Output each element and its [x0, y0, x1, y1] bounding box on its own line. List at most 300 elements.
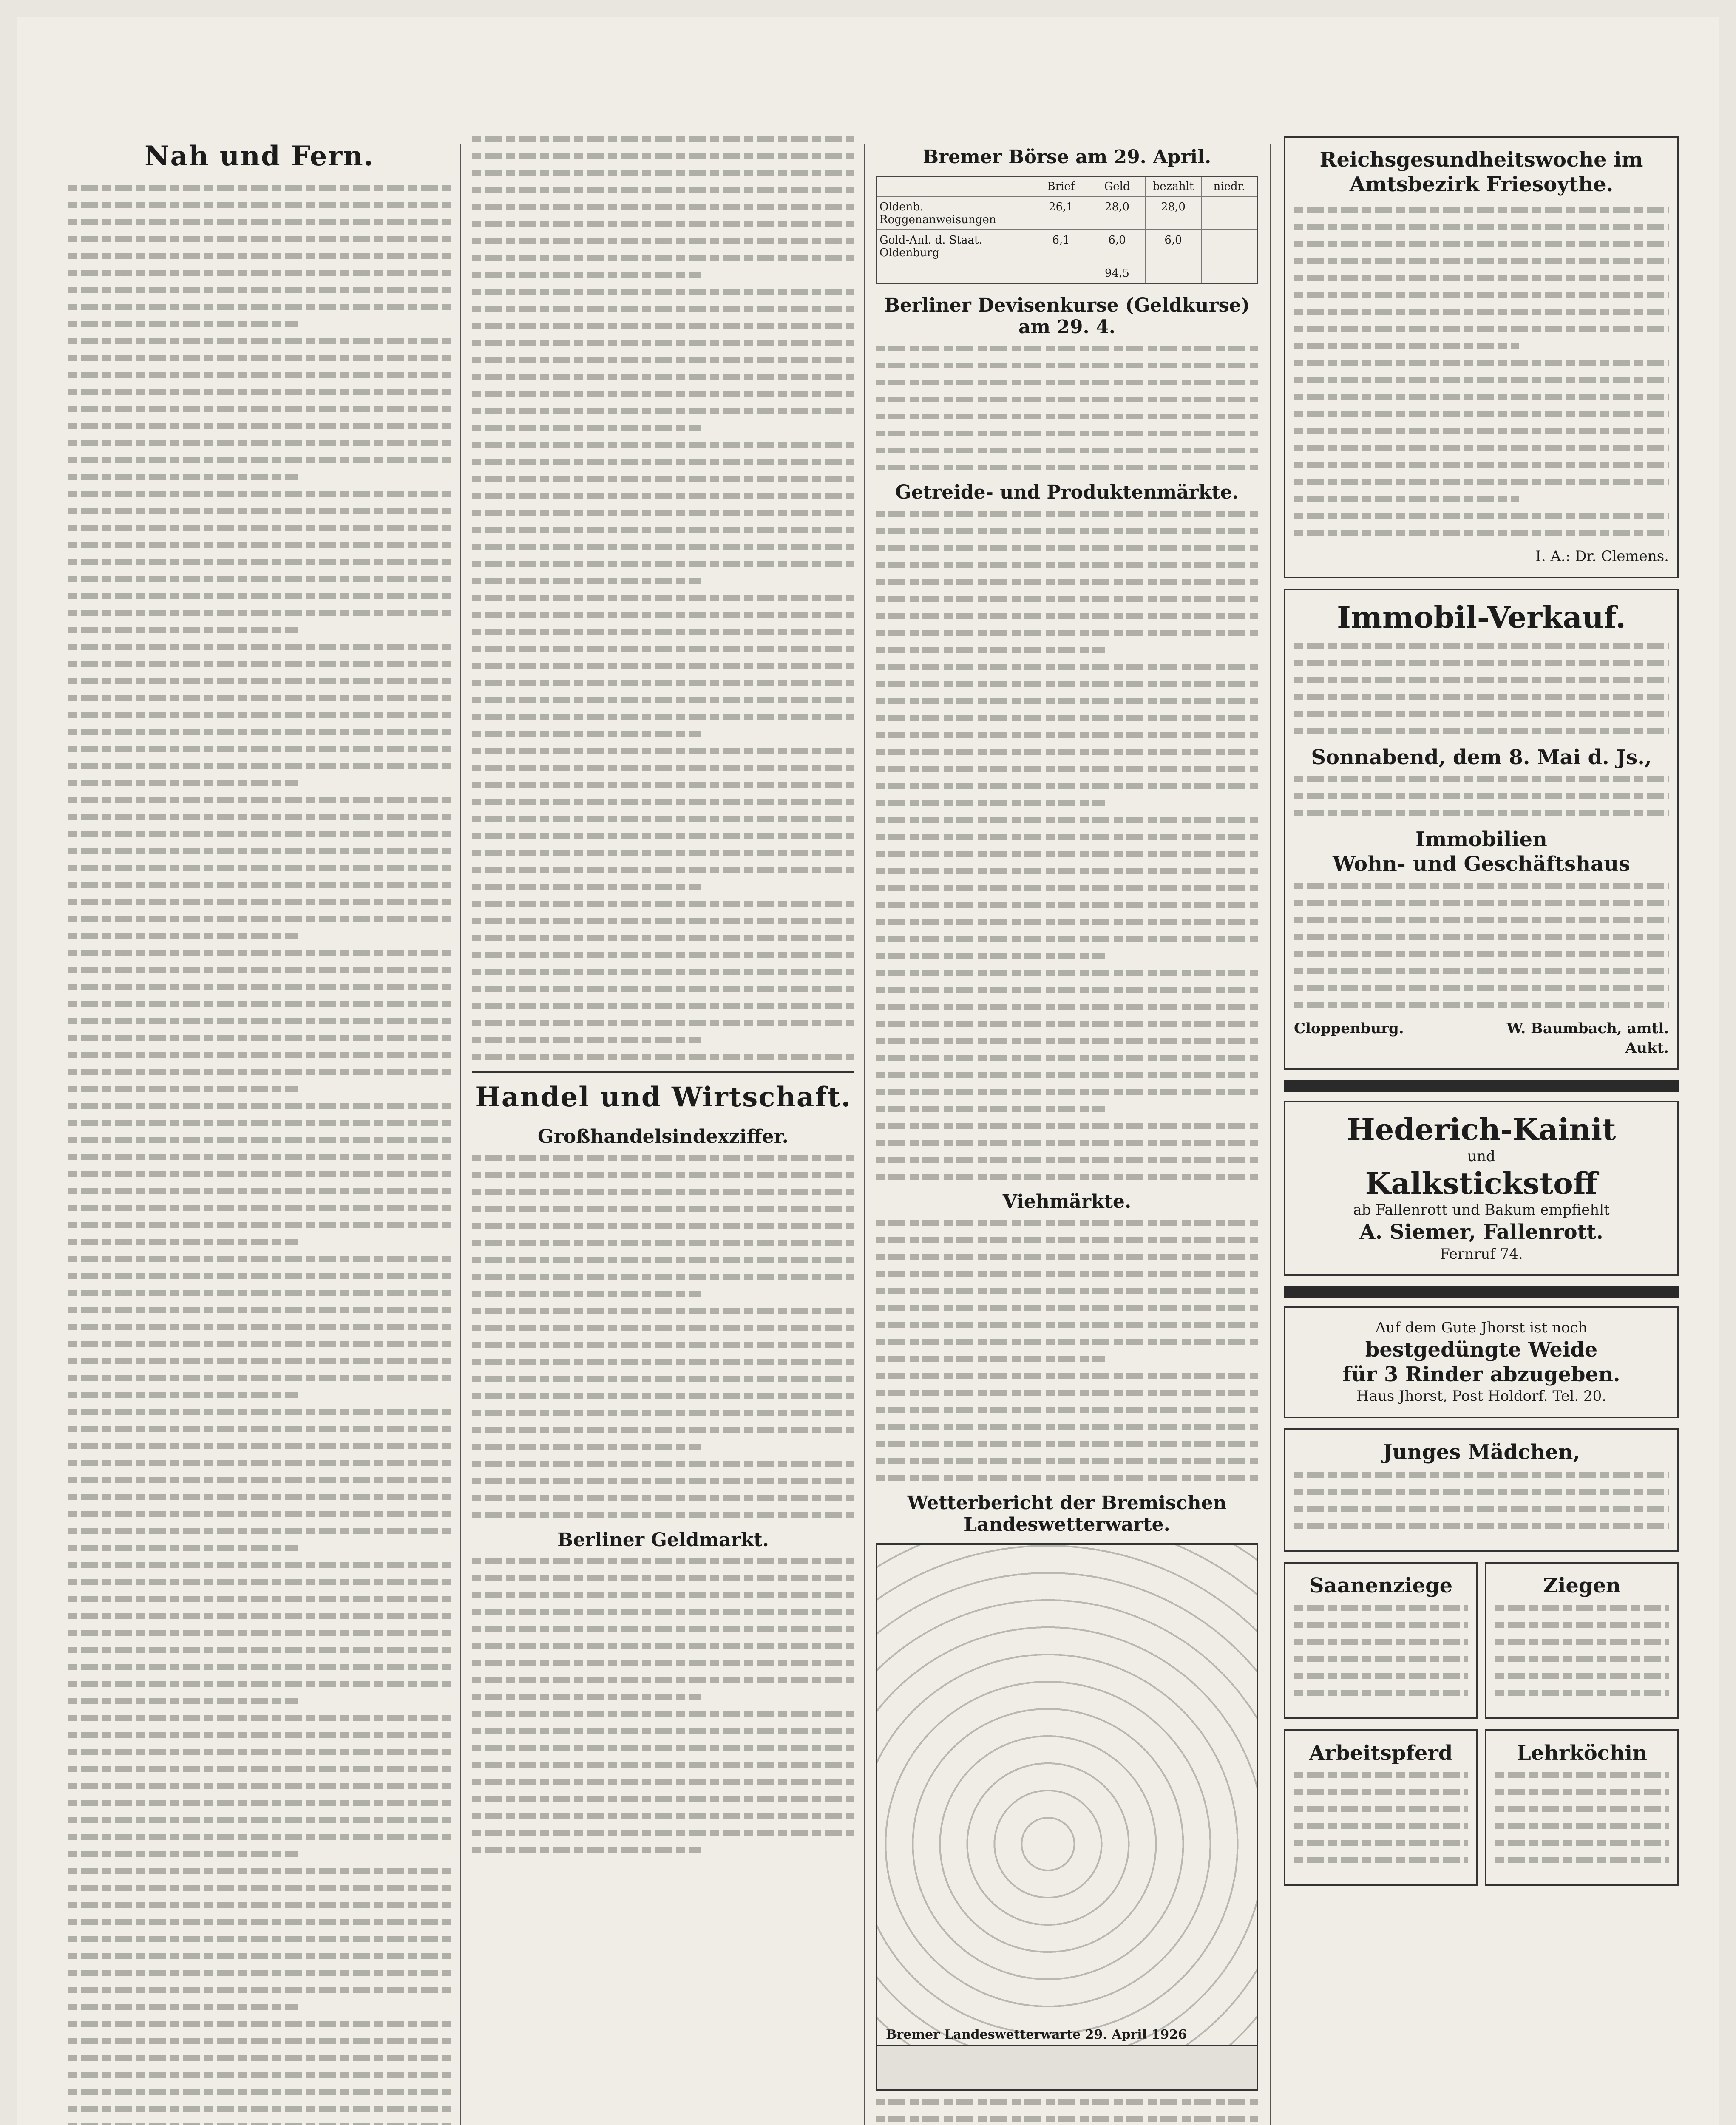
weather-map: [876, 1543, 1258, 2091]
table-row: [877, 264, 1257, 283]
text-line: [472, 221, 854, 227]
text-line: [1294, 1772, 1468, 1778]
text-line: [68, 1579, 451, 1585]
table-row: [877, 197, 1257, 230]
text-line: [876, 749, 1258, 755]
text-line: [68, 746, 451, 752]
text-line: [472, 238, 854, 244]
text-line: [1294, 776, 1669, 782]
text-line: [472, 357, 854, 363]
text-line: [1294, 1857, 1468, 1863]
text-line: [68, 644, 451, 650]
text-line: [68, 1018, 451, 1024]
text-line: [68, 1273, 451, 1279]
text-line: [876, 1271, 1258, 1277]
text-line: [68, 1613, 451, 1619]
ad-body: [1495, 1605, 1669, 1696]
text-line: [876, 465, 1258, 470]
boerse-table: [876, 176, 1258, 284]
text-line: [472, 1478, 854, 1484]
text-line: [472, 612, 854, 618]
text-line: [876, 834, 1258, 840]
text-line: [1294, 411, 1669, 417]
text-line: [876, 511, 1258, 517]
text-line: [1294, 513, 1669, 519]
text-line: [68, 797, 451, 803]
text-line: [68, 661, 451, 667]
text-line: [1294, 496, 1519, 502]
text-line: [68, 1052, 451, 1058]
text-line: [68, 1749, 451, 1755]
column-rule: [1270, 144, 1271, 2125]
ad-goats: [1485, 1562, 1679, 1719]
text-line: [472, 1427, 854, 1433]
text-line: [68, 814, 451, 820]
text-line: [472, 1677, 854, 1683]
text-line: [68, 1545, 298, 1551]
text-line: [472, 1728, 854, 1734]
text-line: [472, 935, 854, 941]
text-line: [472, 1054, 854, 1060]
text-line: [876, 1322, 1258, 1328]
text-line: [876, 380, 1258, 385]
ad-workhorse: [1284, 1729, 1478, 1887]
text-line: [1294, 677, 1669, 683]
text-line: [68, 729, 451, 735]
text-line: [472, 1274, 854, 1280]
text-line: [472, 1376, 854, 1382]
text-line: [876, 732, 1258, 738]
text-line: [876, 1220, 1258, 1226]
text-line: [472, 1444, 701, 1450]
text-line: [472, 1257, 854, 1263]
text-line: [1495, 1823, 1669, 1829]
text-line: [68, 1307, 451, 1313]
ad-line: Fernruf 74.: [1440, 1245, 1523, 1263]
ad-line: Haus Jhorst, Post Holdorf. Tel. 20.: [1356, 1388, 1607, 1405]
text-line: [876, 698, 1258, 704]
text-line: [1294, 530, 1669, 536]
text-line: [876, 448, 1258, 453]
text-line: [472, 1796, 854, 1802]
text-line: [68, 559, 451, 565]
text-line: [472, 680, 854, 686]
ad-line: und: [1467, 1148, 1495, 1165]
text-line: [1294, 1673, 1468, 1679]
text-line: [68, 1902, 451, 1908]
text-line: [1294, 479, 1669, 485]
text-line: [68, 1341, 451, 1347]
ad-goat: [1284, 1562, 1478, 1719]
sub-heading: Großhandelsindexziffer.: [537, 1126, 789, 1148]
text-line: [472, 1393, 854, 1399]
text-line: [68, 1324, 451, 1330]
text-line: [68, 219, 451, 225]
text-line: [472, 850, 854, 856]
text-line: [472, 1037, 701, 1043]
text-line: [1495, 1673, 1669, 1679]
sub-heading: Berliner Geldmarkt.: [557, 1529, 769, 1551]
section-heading: Nah und Fern.: [144, 140, 374, 172]
text-line: [68, 1001, 451, 1007]
text-line: [68, 542, 451, 548]
text-line: [68, 848, 451, 854]
text-line: [876, 970, 1258, 976]
text-line: [68, 1511, 451, 1517]
text-line: [876, 363, 1258, 368]
text-line: [68, 678, 451, 684]
text-line: [1495, 1789, 1669, 1795]
text-line: [876, 1089, 1258, 1095]
text-line: [1294, 1506, 1669, 1512]
text-line: [68, 1919, 451, 1925]
text-line: [876, 1123, 1258, 1129]
table-cell: Oldenb. Roggenanweisungen: [877, 197, 1033, 230]
ad-footer: I. A.: Dr. Clemens.: [1535, 548, 1669, 565]
text-line: [876, 817, 1258, 823]
text-line: [1495, 1806, 1669, 1812]
text-line: [68, 916, 451, 922]
text-line: [876, 1407, 1258, 1413]
getreide-heading: Getreide- und Produktenmärkte.: [895, 482, 1239, 503]
text-line: [68, 236, 451, 242]
table-cell: Geld: [1089, 177, 1146, 196]
text-line: [68, 1069, 451, 1075]
text-line: [1294, 1690, 1468, 1696]
text-line: [1495, 1605, 1669, 1611]
text-line: [68, 423, 451, 429]
text-line: [1495, 1622, 1669, 1628]
text-line: [876, 1373, 1258, 1379]
text-line: [68, 1885, 451, 1891]
text-line: [876, 431, 1258, 436]
ad-footer-right: W. Baumbach, amtl. Aukt.: [1506, 1020, 1669, 1057]
text-line: [1294, 883, 1669, 889]
text-line: [68, 1817, 451, 1823]
text-line: [1294, 377, 1669, 383]
text-line: [876, 1390, 1258, 1396]
text-line: [68, 1698, 298, 1704]
text-line: [472, 1291, 701, 1297]
text-line: [68, 593, 451, 599]
section-heading: Handel und Wirtschaft.: [475, 1081, 851, 1113]
table-cell: niedr.: [1213, 180, 1245, 193]
table-cell: 94,5: [1089, 264, 1146, 283]
ad-title: Kalkstickstoff: [1365, 1165, 1598, 1201]
text-line: [472, 510, 854, 516]
text-line: [876, 1038, 1258, 1044]
text-line: [68, 1120, 451, 1126]
text-line: [876, 1441, 1258, 1447]
text-line: [472, 493, 854, 499]
text-line: [68, 457, 451, 463]
text-line: [472, 323, 854, 329]
text-line: [1294, 1605, 1468, 1611]
text-line: [68, 2021, 451, 2027]
text-line: [68, 1086, 298, 1092]
text-line: [68, 1426, 451, 1432]
text-line: [68, 1783, 451, 1789]
text-line: [1294, 275, 1669, 281]
text-line: [68, 967, 451, 973]
text-line: [472, 544, 854, 550]
text-line: [1294, 1489, 1669, 1495]
text-line: [472, 1495, 854, 1501]
article-body: [472, 1558, 854, 1853]
text-line: [472, 782, 854, 788]
text-line: [472, 816, 854, 822]
text-line: [68, 389, 451, 395]
ad-body: [1294, 207, 1669, 536]
text-line: [68, 865, 451, 871]
text-line: [1294, 445, 1669, 451]
text-line: [876, 766, 1258, 772]
text-line: [472, 1189, 854, 1195]
text-line: [68, 1732, 451, 1738]
text-line: [1294, 207, 1669, 213]
text-line: [68, 1528, 451, 1534]
table-cell: bezahlt: [1146, 177, 1202, 196]
text-line: [68, 1103, 451, 1109]
dark-rule: [1284, 1080, 1679, 1092]
text-line: [68, 2123, 451, 2125]
text-line: [876, 545, 1258, 551]
text-line: [1294, 1622, 1468, 1628]
text-line: [68, 2038, 451, 2044]
text-line: [68, 1834, 451, 1840]
text-line: [876, 1140, 1258, 1146]
ad-body: [1294, 1605, 1468, 1696]
text-line: [1495, 1656, 1669, 1662]
text-line: [68, 984, 451, 990]
text-line: [876, 2116, 1258, 2122]
text-line: [68, 1205, 451, 1211]
text-line: [68, 576, 451, 582]
ad-pasture: [1284, 1306, 1679, 1418]
column-local-news: [68, 136, 451, 2125]
text-line: [68, 1596, 451, 1602]
text-line: [472, 901, 854, 907]
text-line: [68, 525, 451, 531]
text-line: [1294, 1639, 1468, 1645]
text-line: [472, 1762, 854, 1768]
ad-title: Arbeitspferd: [1309, 1741, 1453, 1765]
table-cell: 28,0: [1089, 197, 1146, 230]
text-line: [68, 270, 451, 276]
text-line: [1294, 309, 1669, 315]
text-line: [472, 1592, 854, 1598]
text-line: [1294, 258, 1669, 264]
text-line: [876, 1288, 1258, 1294]
text-line: [472, 1745, 854, 1751]
table-cell: [1033, 264, 1089, 283]
text-line: [876, 953, 1105, 959]
text-line: [68, 1630, 451, 1636]
article-body: [876, 511, 1258, 1180]
text-line: [472, 1359, 854, 1365]
text-line: [68, 491, 451, 497]
text-line: [68, 253, 451, 259]
ad-title: Hederich-Kainit: [1347, 1112, 1616, 1148]
text-line: [472, 1575, 854, 1581]
text-line: [68, 2089, 451, 2095]
ad-line: Sonnabend, dem 8. Mai d. Js.,: [1311, 745, 1652, 769]
vieh-heading: Viehmärkte.: [1002, 1191, 1132, 1213]
text-line: [472, 1155, 854, 1161]
table-cell: [877, 177, 1033, 196]
text-line: [68, 474, 298, 480]
text-line: [68, 1358, 451, 1364]
text-line: [68, 695, 451, 701]
text-line: [876, 1458, 1258, 1464]
column-rule: [460, 144, 461, 2125]
text-line: [472, 1020, 854, 1026]
text-line: [1294, 1823, 1468, 1829]
text-line: [472, 527, 854, 533]
text-line: [68, 831, 451, 837]
text-line: [876, 783, 1258, 789]
text-line: [68, 1936, 451, 1942]
text-line: [1294, 1789, 1468, 1795]
text-line: [876, 1157, 1258, 1163]
ad-split-row: [1284, 1562, 1679, 1729]
wetter-heading: Wetterbericht der Bremischen Landeswetterwarte.: [907, 1492, 1227, 1536]
text-line: [68, 1647, 451, 1653]
text-line: [876, 579, 1258, 585]
text-line: [1294, 917, 1669, 923]
text-line: [472, 1660, 854, 1666]
text-line: [876, 1055, 1258, 1061]
text-line: [472, 272, 701, 278]
text-line: [68, 1239, 298, 1245]
text-line: [1294, 1472, 1669, 1478]
text-line: [68, 1494, 451, 1500]
text-line: [472, 408, 854, 414]
text-line: [68, 1443, 451, 1449]
column-advertisements: [1284, 136, 1679, 2125]
text-line: [1294, 968, 1669, 974]
text-line: [1294, 462, 1669, 468]
text-line: [876, 987, 1258, 993]
text-line: [876, 528, 1258, 534]
text-line: [472, 731, 701, 737]
text-line: [876, 397, 1258, 402]
article-body: [68, 185, 451, 2125]
text-line: [68, 304, 451, 310]
text-line: [1495, 1639, 1669, 1645]
text-line: [472, 204, 854, 210]
text-line: [1294, 810, 1669, 816]
boerse-heading: Bremer Börse am 29. April.: [922, 146, 1211, 168]
ad-title: Immobil-Verkauf.: [1337, 600, 1626, 635]
table-cell: 6,0: [1146, 230, 1202, 263]
text-line: [1294, 1002, 1669, 1008]
separator: [472, 1071, 854, 1073]
text-line: [876, 1237, 1258, 1243]
text-line: [472, 646, 854, 652]
text-line: [472, 799, 854, 805]
text-line: [1294, 1656, 1468, 1662]
article-body: [472, 1155, 854, 1518]
text-line: [876, 562, 1258, 568]
text-line: [876, 715, 1258, 721]
article-body: [876, 2099, 1258, 2125]
text-line: [876, 613, 1258, 619]
text-line: [68, 1664, 451, 1670]
ad-split-row: [1284, 1729, 1679, 1897]
table-cell: 6,0: [1089, 230, 1146, 263]
ad-title: Reichsgesundheitswoche im Amtsbezirk Friesoythe.: [1319, 148, 1643, 196]
text-line: [68, 2055, 451, 2061]
text-line: [472, 1609, 854, 1615]
dark-rule: [1284, 1286, 1679, 1298]
text-line: [1294, 1523, 1669, 1529]
text-line: [472, 1558, 854, 1564]
text-line: [68, 933, 298, 939]
text-line: [1294, 428, 1669, 434]
text-line: [68, 1562, 451, 1568]
text-line: [876, 1106, 1105, 1112]
text-line: [68, 1188, 451, 1194]
text-line: [1294, 343, 1519, 349]
text-line: [472, 595, 854, 601]
ad-title: Lehrköchin: [1516, 1741, 1647, 1765]
text-line: [68, 882, 451, 888]
text-line: [472, 289, 854, 295]
text-line: [1294, 985, 1669, 991]
text-line: [68, 508, 451, 514]
column-markets: [876, 136, 1258, 2125]
text-line: [472, 1325, 854, 1331]
text-line: [472, 1240, 854, 1246]
text-line: [1294, 292, 1669, 298]
text-line: [876, 885, 1258, 891]
text-line: [1294, 360, 1669, 366]
text-line: [68, 1460, 451, 1466]
text-line: [1294, 694, 1669, 700]
ad-line: für 3 Rinder abzugeben.: [1342, 1362, 1620, 1386]
text-line: [68, 950, 451, 956]
text-line: [472, 1410, 854, 1416]
text-line: [1495, 1772, 1669, 1778]
newspaper-page: [17, 17, 1719, 2125]
text-line: [876, 936, 1258, 942]
text-line: [876, 2099, 1258, 2105]
text-line: [876, 1072, 1258, 1078]
text-line: [472, 1206, 854, 1212]
text-line: [68, 2106, 451, 2112]
text-line: [68, 780, 298, 786]
text-line: [68, 440, 451, 446]
table-cell: [1202, 264, 1257, 283]
text-line: [1495, 1857, 1669, 1863]
text-line: [1294, 934, 1669, 940]
text-line: [68, 1970, 451, 1976]
ad-body: [1294, 1772, 1468, 1863]
table-cell: 6,1: [1033, 230, 1089, 263]
text-line: [876, 346, 1258, 351]
text-line: [876, 800, 1105, 806]
text-line: [876, 1021, 1258, 1027]
text-line: [68, 899, 451, 905]
ad-line: A. Siemer, Fallenrott.: [1359, 1220, 1603, 1244]
text-line: [472, 1003, 854, 1009]
text-line: [68, 1953, 451, 1959]
text-line: [876, 868, 1258, 874]
ad-line: ab Fallenrott und Bakum empfiehlt: [1353, 1201, 1610, 1219]
text-line: [1294, 326, 1669, 332]
ad-body: [1294, 643, 1669, 734]
